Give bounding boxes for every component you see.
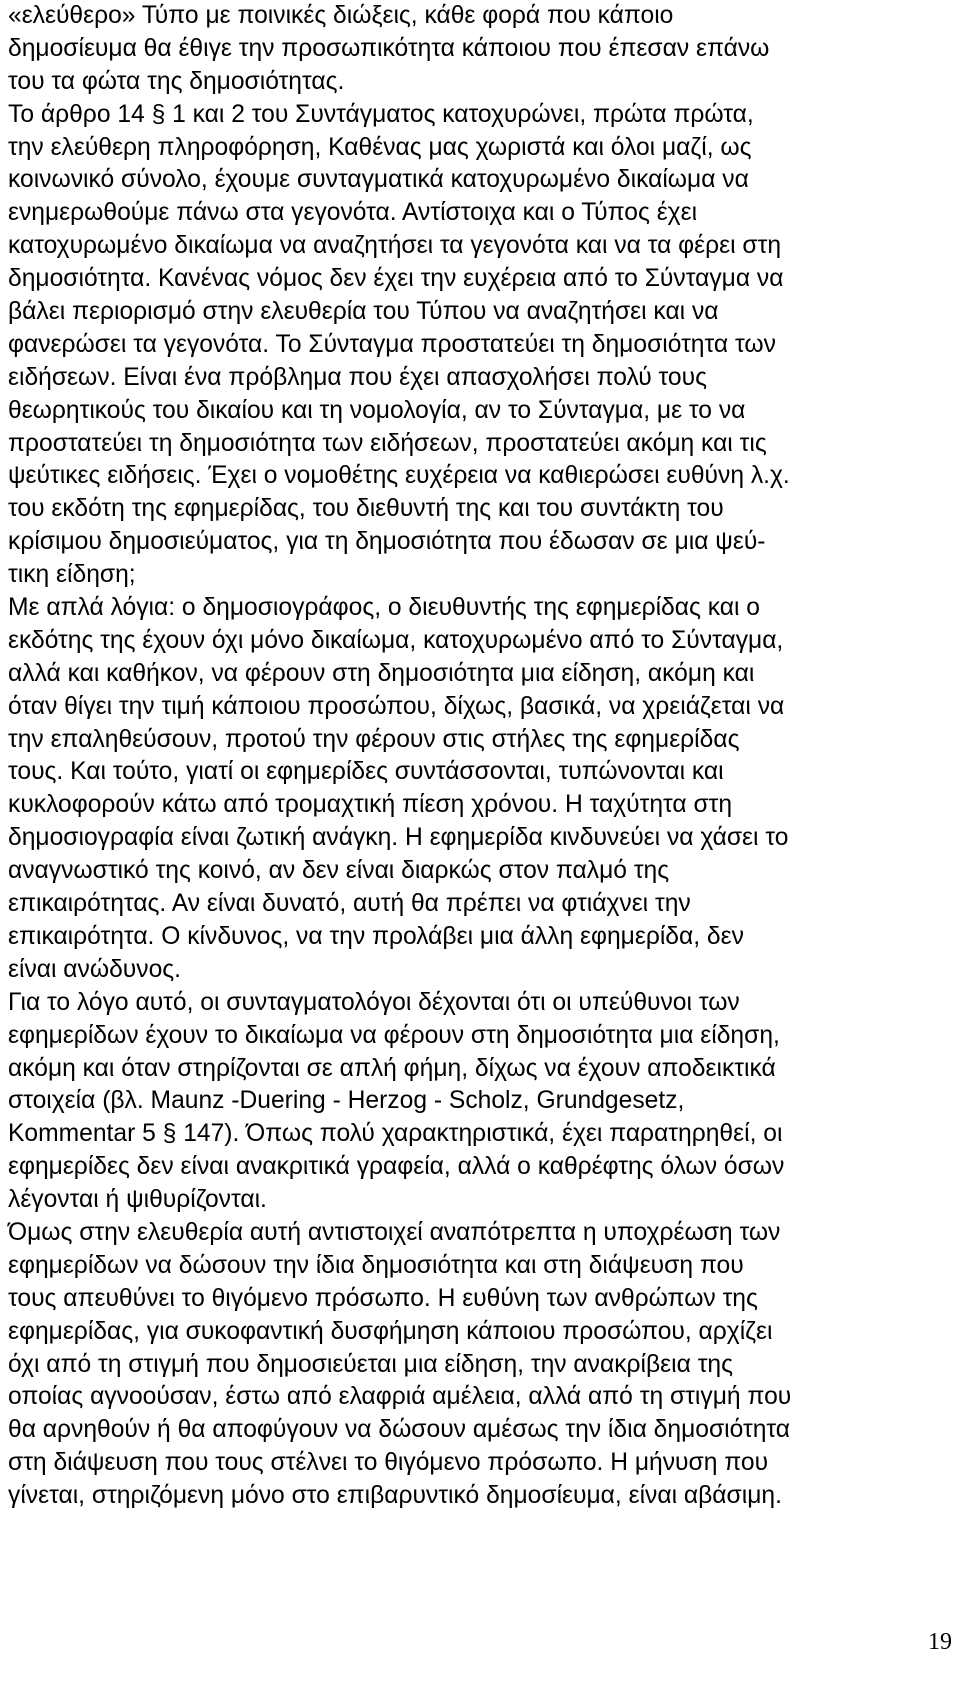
text-line: Το άρθρο 14 § 1 και 2 του Συντάγματος κατοχυρώνει, πρώτα πρώτα, xyxy=(8,100,754,128)
text-line: στοιχεία (βλ. Maunz -Duering - Herzog - Scholz, Grundgesetz, xyxy=(8,1087,685,1115)
text-line: εφημερίδες δεν είναι ανακριτικά γραφεία, αλλά ο καθρέφτης όλων όσων xyxy=(8,1153,785,1181)
text-line: Με απλά λόγια: ο δημοσιογράφος, ο διευθυντής της εφημερίδας και ο xyxy=(8,594,760,622)
text-line: βάλει περιορισμό στην ελευθερία του Τύπου να αναζητήσει και να xyxy=(8,298,719,326)
text-line: επικαιρότητα. Ο κίνδυνος, να την προλάβει μια άλλη εφημερίδα, δεν xyxy=(8,922,744,950)
text-line: αλλά και καθήκον, να φέρουν στη δημοσιότητα μια είδηση, ακόμη και xyxy=(8,659,755,687)
text-line: οποίας αγνοούσαν, έστω από ελαφριά αμέλεια, αλλά από τη στιγμή που xyxy=(8,1383,792,1411)
text-line: Όμως στην ελευθερία αυτή αντιστοιχεί αναπότρεπτα η υποχρέωση των xyxy=(8,1218,781,1246)
text-line: φανερώσει τα γεγονότα. Το Σύνταγμα προστατεύει τη δημοσιότητα των xyxy=(8,330,776,358)
text-line: γίνεται, στηριζόμενη μόνο στο επιβαρυντικό δημοσίευμα, είναι αβάσιμη. xyxy=(8,1482,782,1510)
text-line: Για το λόγο αυτό, οι συνταγματολόγοι δέχονται ότι οι υπεύθυνοι των xyxy=(8,988,740,1016)
text-line: τους. Και τούτο, γιατί οι εφημερίδες συντάσσονται, τυπώνονται και xyxy=(8,758,724,786)
text-line: επικαιρότητας. Αν είναι δυνατό, αυτή θα πρέπει να φτιάχνει την xyxy=(8,890,691,918)
text-line: θεωρητικούς του δικαίου και τη νομολογία, αν το Σύνταγμα, με το να xyxy=(8,396,746,424)
text-line: λέγονται ή ψιθυρίζονται. xyxy=(8,1186,267,1214)
document-body xyxy=(8,0,956,1513)
text-line: όταν θίγει την τιμή κάποιου προσώπου, δίχως, βασικά, να χρειάζεται να xyxy=(8,692,785,720)
text-line: δημοσίευμα θα έθιγε την προσωπικότητα κάποιου που έπεσαν επάνω xyxy=(8,34,770,62)
text-line: εφημερίδων να δώσουν την ίδια δημοσιότητα και στη διάψευση που xyxy=(8,1251,744,1279)
text-line: «ελεύθερο» Τύπο με ποινικές διώξεις, κάθε φορά που κάποιο xyxy=(8,2,674,29)
text-line: τικη είδηση; xyxy=(8,561,136,589)
text-line: την ελεύθερη πληροφόρηση, Καθένας μας χωριστά και όλοι μαζί, ως xyxy=(8,133,752,161)
text-line: δημοσιότητα. Κανένας νόμος δεν έχει την ευχέρεια από το Σύνταγμα να xyxy=(8,265,784,293)
text-line: θα αρνηθούν ή θα αποφύγουν να δώσουν αμέσως την ίδια δημοσιότητα xyxy=(8,1416,790,1444)
text-line: ακόμη και όταν στηρίζονται σε απλή φήμη, δίχως να έχουν αποδεικτικά xyxy=(8,1054,776,1082)
text-line: του τα φώτα της δημοσιότητας. xyxy=(8,67,345,95)
text-line: προστατεύει τη δημοσιότητα των ειδήσεων, προστατεύει ακόμη και τις xyxy=(8,429,767,457)
text-line: ψεύτικες ειδήσεις. Έχει ο νομοθέτης ευχέρεια να καθιερώσει ευθύνη λ.χ. xyxy=(8,462,790,490)
text-line: αναγνωστικό της κοινό, αν δεν είναι διαρκώς στον παλμό της xyxy=(8,857,670,885)
text-line: ειδήσεων. Είναι ένα πρόβλημα που έχει απασχολήσει πολύ τους xyxy=(8,363,707,391)
text-line: του εκδότη της εφημερίδας, του διεθυντή της και του συντάκτη του xyxy=(8,495,724,523)
text-line: ενημερωθούμε πάνω στα γεγονότα. Αντίστοιχα και ο Τύπος έχει xyxy=(8,199,698,227)
text-line: κατοχυρωμένο δικαίωμα να αναζητήσει τα γεγονότα και να τα φέρει στη xyxy=(8,232,782,260)
text-line: στη διάψευση που τους στέλνει το θιγόμενο πρόσωπο. Η μήνυση που xyxy=(8,1449,769,1477)
text-line: την επαληθεύσουν, προτού την φέρουν στις στήλες της εφημερίδας xyxy=(8,725,740,753)
text-line: εκδότης της έχουν όχι μόνο δικαίωμα, κατοχυρωμένο από το Σύνταγμα, xyxy=(8,626,784,654)
text-line: κυκλοφορούν κάτω από τρομαχτική πίεση χρόνου. Η ταχύτητα στη xyxy=(8,791,733,819)
text-line: εφημερίδας, για συκοφαντική δυσφήμηση κάποιου προσώπου, αρχίζει xyxy=(8,1317,773,1345)
page-number: 19 xyxy=(928,1629,952,1655)
text-line: όχι από τη στιγμή που δημοσιεύεται μια είδηση, την ανακρίβεια της xyxy=(8,1350,733,1378)
text-line: τους απευθύνει το θιγόμενο πρόσωπο. Η ευθύνη των ανθρώπων της xyxy=(8,1284,758,1312)
text-line: δημοσιογραφία είναι ζωτική ανάγκη. Η εφημερίδα κινδυνεύει να χάσει το xyxy=(8,824,789,852)
text-line: είναι ανώδυνος. xyxy=(8,955,181,983)
text-line: εφημερίδων έχουν το δικαίωμα να φέρουν στη δημοσιότητα μια είδηση, xyxy=(8,1021,780,1049)
text-line: Kommentar 5 § 147). Όπως πολύ χαρακτηριστικά, έχει παρατηρηθεί, οι xyxy=(8,1120,783,1148)
text-line: κοινωνικό σύνολο, έχουμε συνταγματικά κατοχυρωμένο δικαίωμα να xyxy=(8,166,749,194)
text-line: κρίσιμου δημοσιεύματος, για τη δημοσιότητα που έδωσαν σε μια ψεύ- xyxy=(8,528,766,556)
